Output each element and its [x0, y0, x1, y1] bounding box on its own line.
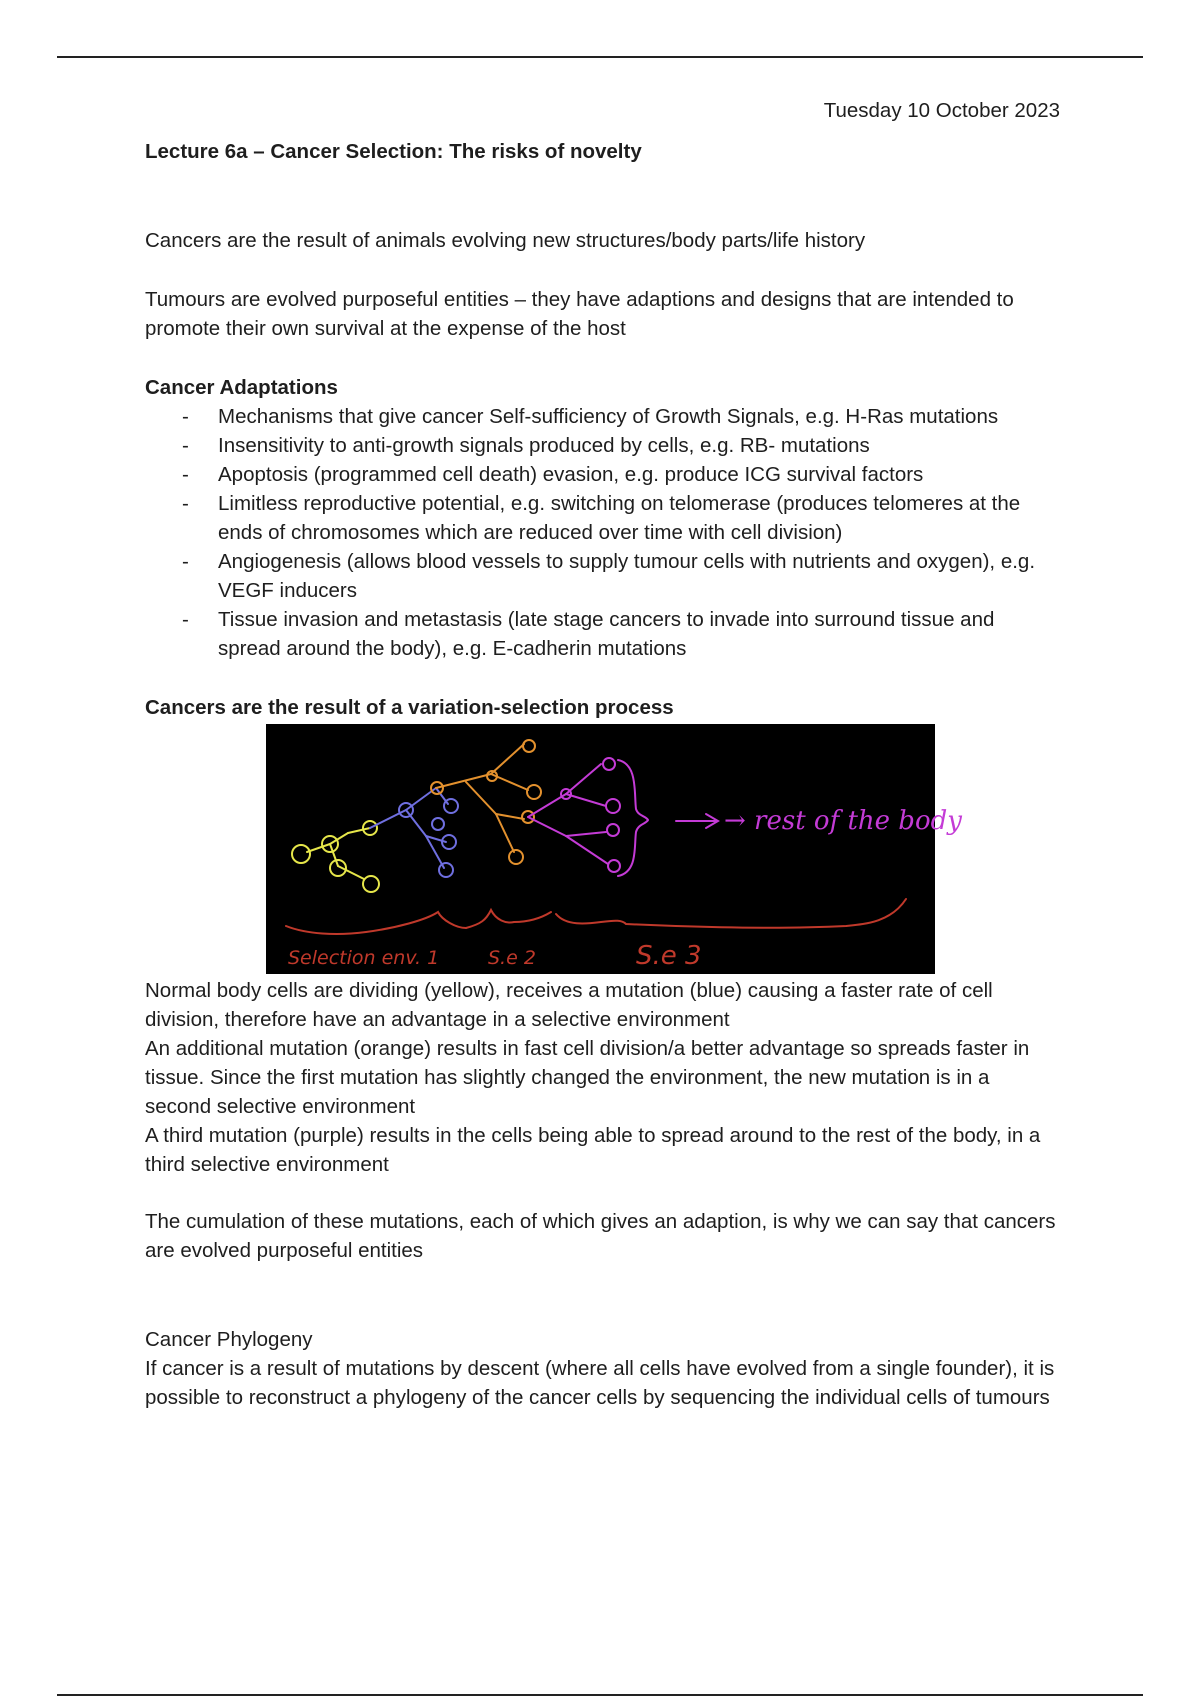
env-1-label: Selection env. 1 [288, 947, 440, 969]
figure-explanation: A third mutation (purple) results in the cells being able to spread around to the rest of the body, in a third selective environment [145, 1124, 1041, 1176]
arrow-note: → rest of the body [724, 806, 962, 836]
purple-cells [528, 758, 718, 876]
orange-cell [527, 785, 541, 799]
blue-cells [370, 788, 458, 877]
purple-cell [608, 860, 620, 872]
phylogeny-paragraph: If cancer is a result of mutations by descent (where all cells have evolved from a single founder), it is possible to reconstruct a phylogeny of the cancer cells by sequencing the individual cells of tumours [145, 1357, 1055, 1409]
env-3-label: S.e 3 [636, 941, 702, 971]
document-page [145, 96, 1060, 1412]
purple-cell [603, 758, 615, 770]
list-item: - Angiogenesis (allows blood vessels to supply tumour cells with nutrients and oxygen), e.g. VEGF inducers [145, 547, 1060, 605]
purple-brace [618, 760, 648, 876]
intro-paragraph: Cancers are the result of animals evolving new structures/body parts/life history [145, 229, 866, 252]
bottom-rule [57, 1694, 1143, 1696]
mutation-tree-figure [266, 724, 962, 974]
adaptations-heading: Cancer Adaptations [145, 376, 338, 399]
brace-env-3 [556, 899, 906, 928]
brace-env-2 [466, 910, 551, 928]
blue-cell [432, 818, 444, 830]
env-2-label: S.e 2 [488, 947, 536, 969]
mutation-tree-drawing [266, 724, 962, 974]
blue-cell [439, 863, 453, 877]
list-item: - Mechanisms that give cancer Self-sufficiency of Growth Signals, e.g. H-Ras mutations [145, 402, 1060, 431]
purple-cell [607, 824, 619, 836]
adaptations-list [145, 402, 1060, 663]
lecture-title: Lecture 6a – Cancer Selection: The risks of novelty [145, 140, 642, 163]
list-item: - Apoptosis (programmed cell death) evasion, e.g. produce ICG survival factors [145, 460, 1060, 489]
purple-cell [606, 799, 620, 813]
list-item: - Limitless reproductive potential, e.g. switching on telomerase (produces telomeres at the ends of chromosomes which are reduced over time with cell division) [145, 489, 1060, 547]
yellow-cells [292, 821, 379, 892]
top-rule [57, 56, 1143, 58]
yellow-cell [292, 845, 310, 863]
blue-cell [444, 799, 458, 813]
brace-env-1 [286, 912, 466, 934]
intro-paragraph: Tumours are evolved purposeful entities – they have adaptions and designs that are intended to promote their own survival at the expense of the host [145, 288, 1014, 340]
figure-explanation: An additional mutation (orange) results in fast cell division/a better advantage so spreads faster in tissue. Since the first mutation has slightly changed the environment, the new mutation is in a second selective environment [145, 1037, 1030, 1118]
yellow-cell [363, 876, 379, 892]
orange-cell [509, 850, 523, 864]
selection-braces [286, 899, 906, 934]
lecture-date: Tuesday 10 October 2023 [823, 99, 1060, 122]
list-item: - Tissue invasion and metastasis (late stage cancers to invade into surround tissue and spread around the body), e.g. E-cadherin mutations [145, 605, 1060, 663]
phylogeny-heading: Cancer Phylogeny [145, 1328, 313, 1351]
arrow-icon [676, 814, 718, 828]
variation-heading: Cancers are the result of a variation-selection process [145, 696, 674, 719]
figure-explanation: Normal body cells are dividing (yellow), receives a mutation (blue) causing a faster rate of cell division, therefore have an advantage in a selective environment [145, 979, 993, 1031]
summary-paragraph: The cumulation of these mutations, each of which gives an adaption, is why we can say that cancers are evolved purposeful entities [145, 1210, 1056, 1262]
list-item: - Insensitivity to anti-growth signals produced by cells, e.g. RB- mutations [145, 431, 1060, 460]
orange-cell [523, 740, 535, 752]
